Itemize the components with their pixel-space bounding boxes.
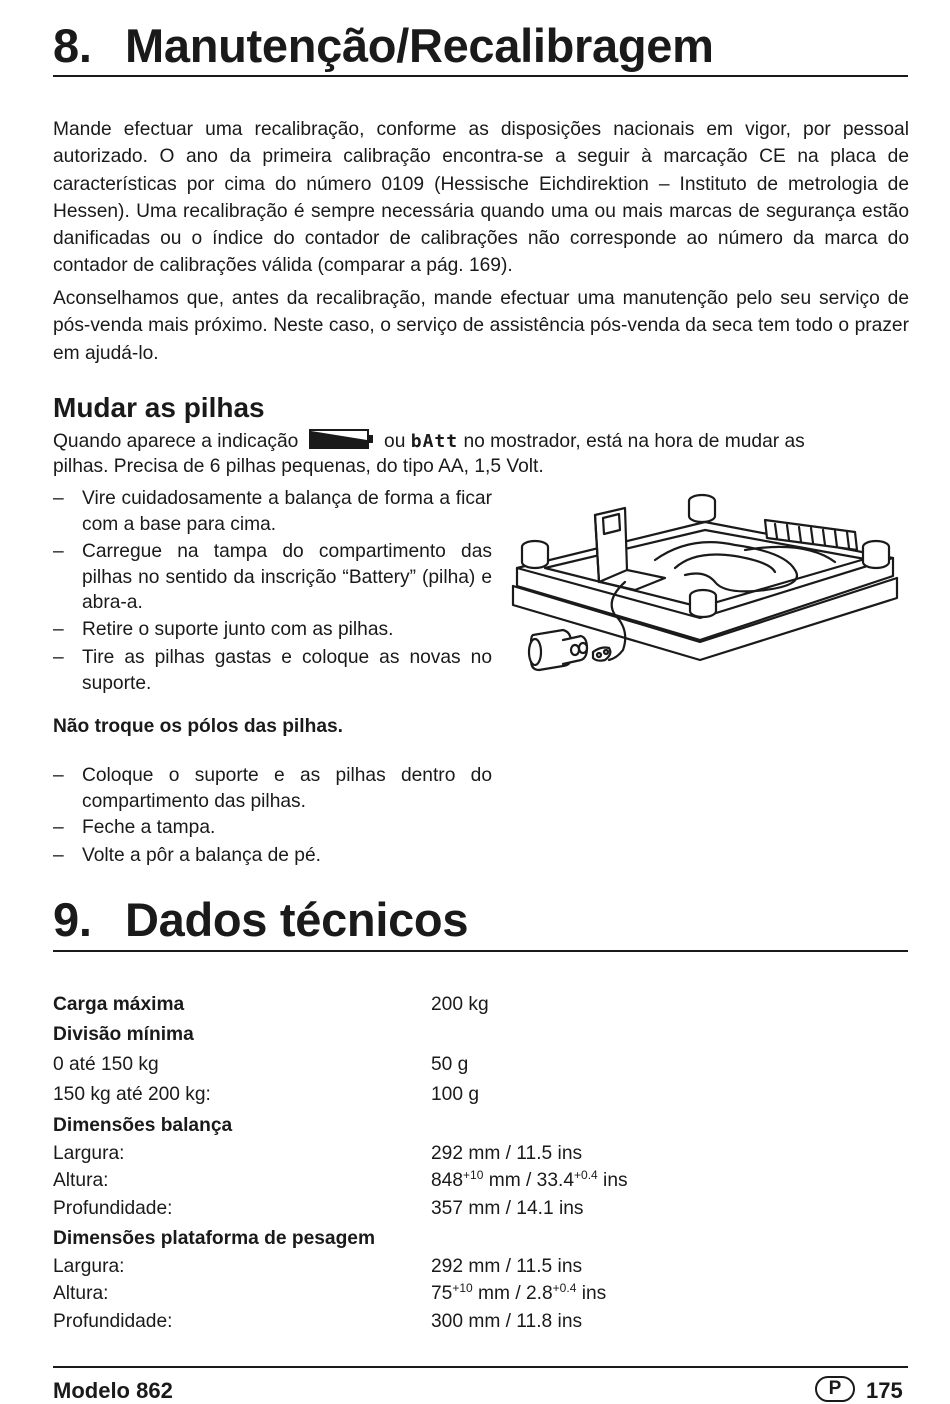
section-9-heading xyxy=(53,893,469,946)
section-number: 8. xyxy=(53,19,92,72)
spec-value: 200 kg xyxy=(431,994,489,1015)
service-paragraph: Aconselhamos que, antes da recalibração, mande efectuar uma manutenção pelo seu serviço de pós-venda mais próximo. Neste caso, o serviço de assistência pós-venda da seca tem todo o prazer em ajudá-lo. xyxy=(53,288,909,364)
section-number: 9. xyxy=(53,893,92,946)
section-title: Manutenção/Recalibragem xyxy=(125,19,714,72)
scale-battery-illustration xyxy=(505,490,905,675)
heading-rule xyxy=(53,950,908,952)
section-8-heading xyxy=(53,19,714,72)
spec-label: Largura: xyxy=(53,1256,125,1277)
spec-label: Carga máxima xyxy=(53,994,185,1015)
page-number: 175 xyxy=(866,1378,903,1403)
spec-label: Altura: xyxy=(53,1283,109,1304)
intro-after-code: no mostrador, está na hora de mudar as xyxy=(463,431,805,452)
intro-text: Quando aparece a indicação xyxy=(53,431,299,452)
spec-label: 0 até 150 kg xyxy=(53,1054,159,1075)
spec-label: Largura: xyxy=(53,1143,125,1164)
spec-label: Profundidade: xyxy=(53,1311,173,1332)
batteries-heading: Mudar as pilhas xyxy=(53,392,265,423)
list-item: – Volte a pôr a balança de pé. xyxy=(53,845,321,866)
spec-value: 100 g xyxy=(431,1084,480,1105)
spec-value: 292 mm / 11.5 ins xyxy=(431,1256,583,1277)
polarity-warning: Não troque os pólos das pilhas. xyxy=(53,716,343,737)
list-item: – Retire o suporte junto com as pilhas. xyxy=(53,619,394,640)
spec-label: 150 kg até 200 kg: xyxy=(53,1084,211,1105)
spec-label: Altura: xyxy=(53,1170,109,1191)
spec-group-label: Dimensões plataforma de pesagem xyxy=(53,1228,376,1249)
footer-model: Modelo 862 xyxy=(53,1378,173,1403)
language-badge: P xyxy=(815,1376,855,1402)
list-item: – Feche a tampa. xyxy=(53,817,216,838)
batteries-intro-line2: pilhas. Precisa de 6 pilhas pequenas, do tipo AA, 1,5 Volt. xyxy=(53,456,544,477)
batteries-intro-line1 xyxy=(53,428,805,456)
heading-rule xyxy=(53,75,908,77)
spec-value: 292 mm / 11.5 ins xyxy=(431,1143,583,1164)
list-item: – Vire cuidadosamente a balança de forma a ficar com a base para cima. xyxy=(53,488,492,535)
list-item: – Coloque o suporte e as pilhas dentro do compartimento das pilhas. xyxy=(53,765,492,812)
spec-label: Profundidade: xyxy=(53,1198,173,1219)
spec-value: $75^{+10}$ mm / $2.8^{+0.4}$ ins xyxy=(431,1281,607,1304)
list-item: – Carregue na tampa do compartimento das pilhas no sentido da inscrição “Battery” (pilha) e abra-a. xyxy=(53,541,492,613)
spec-group-label: Dimensões balança xyxy=(53,1115,233,1136)
spec-value: 357 mm / 14.1 ins xyxy=(431,1198,584,1219)
battery-low-icon xyxy=(309,428,375,456)
intro-or: ou xyxy=(384,431,406,452)
section-title: Dados técnicos xyxy=(125,893,469,946)
spec-value: 50 g xyxy=(431,1054,469,1075)
spec-value: 300 mm / 11.8 ins xyxy=(431,1311,583,1332)
spec-value: $848^{+10}$ mm / $33.4^{+0.4}$ ins xyxy=(431,1168,628,1191)
spec-group-label: Divisão mínima xyxy=(53,1024,194,1045)
recalibration-paragraph: Mande efectuar uma recalibração, conforme as disposições nacionais em vigor, por pessoal autorizado. O ano da primeira calibração encontra-se a seguir à marcação CE na placa de características por cima do número 0109 (Hessische Eichdirektion – Instituto de metrologia de Hessen). Uma recalibração é sempre necessária quando uma ou mais marcas de segurança estão danificadas ou o índice do contador de calibrações não corresponde ao número da marca do contador de calibrações válida (comparar a pág. 169). xyxy=(53,119,909,277)
batt-display-code: bAtt xyxy=(410,431,459,452)
footer-rule xyxy=(53,1366,908,1368)
list-item: – Tire as pilhas gastas e coloque as novas no suporte. xyxy=(53,647,492,694)
